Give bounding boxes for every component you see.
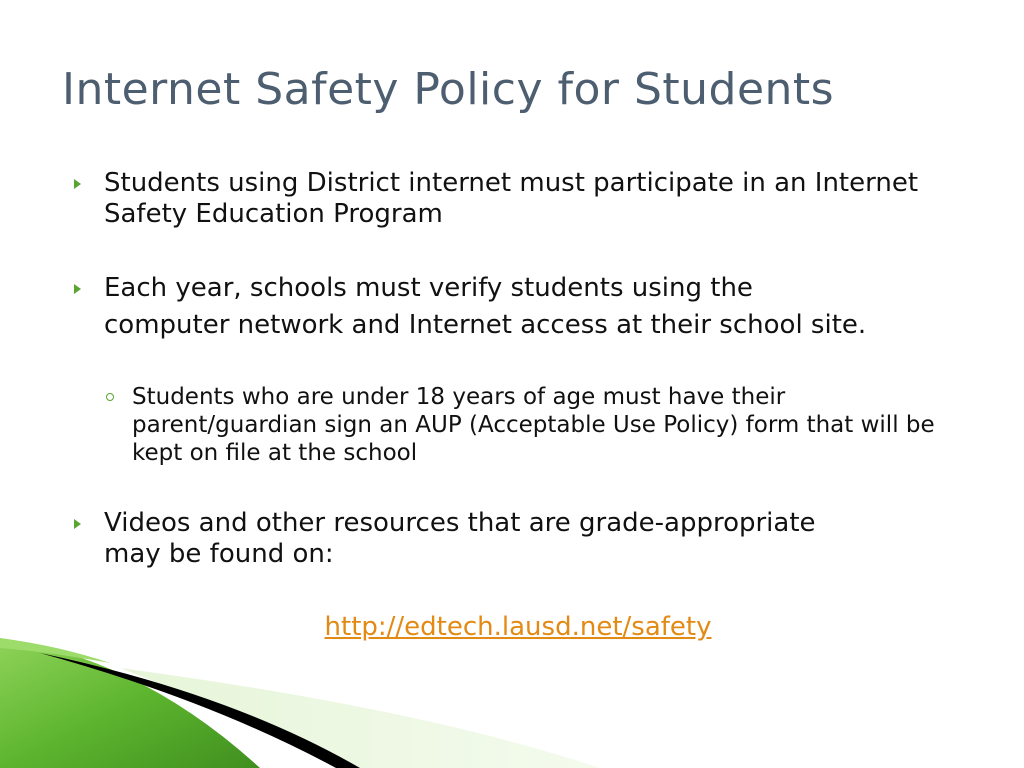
bullet-text-line: Each year, schools must verify students using the	[104, 273, 753, 303]
triangle-right-icon	[74, 179, 81, 189]
slide-title: Internet Safety Policy for Students	[62, 64, 835, 115]
bullet-text: Students using District internet must participate in an Internet Safety Education Program	[104, 168, 919, 229]
sub-bullet-text: Students who are under 18 years of age must have their parent/guardian sign an AUP (Acceptable Use Policy) form that will be kept on file at the school	[132, 384, 935, 466]
bullet-text: Videos and other resources that are grade-appropriate may be found on:	[104, 508, 816, 569]
bullet-item	[104, 168, 984, 230]
bullet-item	[104, 508, 824, 570]
bullet-text-line: computer network and Internet access at their school site.	[104, 310, 867, 340]
safety-link[interactable]: http://edtech.lausd.net/safety	[324, 612, 712, 642]
bullet-text	[104, 273, 984, 344]
triangle-right-icon	[74, 284, 81, 294]
circle-outline-icon	[106, 393, 114, 401]
sub-bullet-item	[132, 383, 952, 467]
decorative-swoosh	[0, 638, 1024, 768]
bullet-item	[104, 270, 984, 344]
triangle-right-icon	[74, 519, 81, 529]
